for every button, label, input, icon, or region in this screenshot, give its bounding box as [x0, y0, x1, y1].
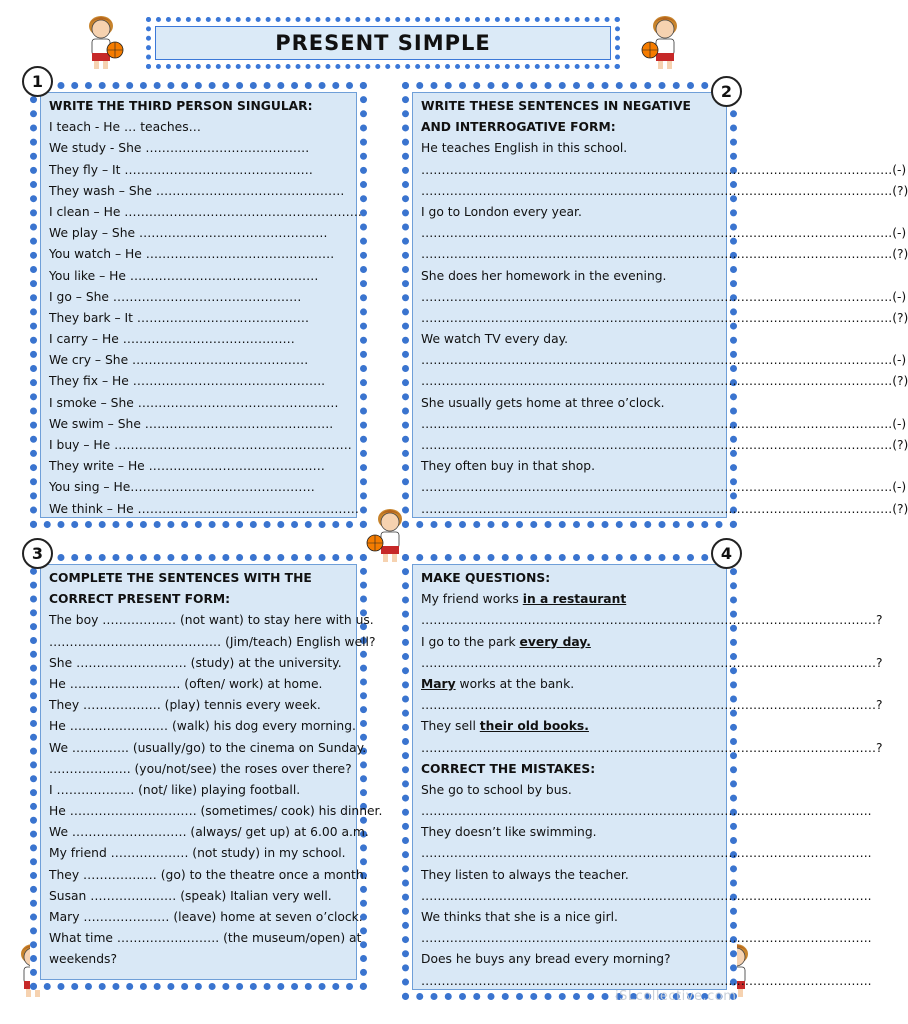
exercise-line: They fix – He ………………………………………..: [49, 374, 326, 389]
section-1-box: [30, 82, 367, 528]
exercise-line: We study - She ………………………………….: [49, 141, 310, 156]
page-title: PRESENT SIMPLE: [155, 26, 611, 60]
exercise-line: You watch – He ……………………………………….: [49, 247, 335, 262]
exercise-line: The boy ……………… (not want) to stay here with us.: [49, 613, 374, 628]
exercise-line: …………………………………………………………………………………………………….(?): [421, 438, 908, 452]
exercise-line: He …………………… (walk) his dog every morning.: [49, 719, 356, 734]
exercise-line: I carry – He ……………………………………: [49, 332, 295, 347]
sentence-text: I go to the park: [421, 634, 520, 649]
exercise-line: I teach - He … teaches…: [49, 120, 201, 135]
exercise-line: …………………………………………………………………………………………………….(-): [421, 353, 907, 368]
title-frame: [146, 17, 620, 69]
section-2-heading-line: WRITE THESE SENTENCES IN NEGATIVE: [421, 99, 691, 113]
exercise-line: …………………………………………………………………………………………………….(-): [421, 226, 907, 241]
exercise-line: They listen to always the teacher.: [421, 867, 629, 882]
section-1-heading: WRITE THE THIRD PERSON SINGULAR:: [49, 99, 313, 113]
sentence-text: works at the bank.: [455, 676, 575, 691]
exercise-line: My friend ………………. (not study) in my school.: [49, 846, 346, 861]
underlined-phrase: their old books.: [479, 719, 589, 734]
question-sentence: [421, 716, 719, 737]
exercise-line: We swim – She ……………………………………….: [49, 416, 334, 431]
exercise-line: They write – He …………………………………….: [49, 459, 325, 474]
section-4-heading-mistakes: CORRECT THE MISTAKES:: [421, 761, 596, 776]
exercise-line: She ……………………… (study) at the university.: [49, 655, 342, 670]
section-3-heading-line: CORRECT PRESENT FORM:: [49, 592, 231, 607]
exercise-line: ……………….. (you/not/see) the roses over there?: [49, 761, 352, 776]
exercise-line: ………………………………………………………………………………………………..: [421, 973, 872, 988]
section-1-panel: [40, 92, 362, 518]
exercise-line: ………………………………………………………………………………………………..: [421, 804, 872, 819]
exercise-line: We ………….. (usually/go) to the cinema on Sunday.: [49, 740, 367, 755]
exercise-line: I ………………. (not/ like) playing football.: [49, 782, 301, 797]
exercise-line: …………………………………………………………………………………………………….(?): [421, 501, 908, 516]
section-3-box: [30, 554, 383, 990]
exercise-line: You sing – He………………………………………: [49, 480, 315, 495]
underlined-phrase: in a restaurant: [522, 592, 627, 607]
exercise-line: We cry – She …………………………………….: [49, 353, 309, 368]
section-3-panel: [40, 564, 383, 980]
exercise-line: …………………………………………………………………………………………………….(?): [421, 374, 908, 389]
exercise-line: You like – He ……………………………………….: [49, 268, 319, 283]
exercise-line: …………………………………… (Jim/teach) English well?: [49, 634, 376, 649]
answer-line: …………………………………………………………………………………………………?: [421, 613, 883, 628]
exercise-line: ………………………………………………………………………………………………..: [421, 888, 872, 903]
exercise-line: I go to London every year.: [421, 204, 582, 219]
section-4-box: [402, 554, 883, 1000]
exercise-line: I go – She ……………………………………….: [49, 289, 302, 304]
exercise-line: …………………………………………………………………………………………………….(-): [421, 416, 907, 431]
answer-line: …………………………………………………………………………………………………?: [421, 740, 883, 755]
answer-line: …………………………………………………………………………………………………?: [421, 698, 883, 713]
exercise-line: weekends?: [49, 952, 117, 967]
exercise-line: They fly – It ……………………………………….: [49, 162, 313, 177]
exercise-line: Does he buys any bread every morning?: [421, 952, 671, 967]
sentence-text: They sell: [421, 719, 480, 734]
section-4-questions: [421, 589, 883, 759]
section-4-heading-questions: MAKE QUESTIONS:: [421, 571, 551, 585]
question-sentence: [421, 589, 719, 610]
section-1-lines: [49, 117, 362, 520]
exercise-line: Susan ………………… (speak) Italian very well.: [49, 888, 332, 903]
answer-line: …………………………………………………………………………………………………?: [421, 655, 883, 670]
exercise-line: They often buy in that shop.: [421, 459, 596, 474]
exercise-line: We ………………………. (always/ get up) at 6.00 a.m.: [49, 825, 369, 840]
underlined-phrase: every day.: [519, 634, 591, 649]
section-number-badge: 4: [711, 538, 742, 569]
section-2-heading-line: AND INTERROGATIVE FORM:: [421, 120, 616, 135]
section-number-badge: 1: [22, 66, 53, 97]
boy-with-basketball-icon: [77, 12, 129, 72]
section-number-badge: 3: [22, 538, 53, 569]
exercise-line: They bark – It ……………………………………: [49, 310, 310, 325]
boy-with-basketball-icon: [637, 12, 689, 72]
exercise-line: …………………………………………………………………………………………………….(?): [421, 183, 908, 198]
watermark: iSLcollective.com: [615, 989, 737, 1004]
exercise-line: They doesn’t like swimming.: [421, 825, 597, 840]
exercise-line: …………………………………………………………………………………………………….(-): [421, 289, 907, 304]
exercise-line: We play – She ……………………………………….: [49, 226, 328, 241]
section-2-box: [402, 82, 908, 528]
exercise-line: What time ……………………. (the museum/open) at: [49, 931, 362, 946]
exercise-line: Mary ………………… (leave) home at seven o’clock.: [49, 910, 363, 924]
exercise-line: She does her homework in the evening.: [421, 268, 667, 283]
section-2-lines: [421, 138, 908, 519]
sentence-text: My friend works: [421, 592, 523, 607]
exercise-line: ………………………………………………………………………………………………..: [421, 931, 872, 946]
section-4-panel: [412, 564, 883, 990]
exercise-line: He …………………………. (sometimes/ cook) his dinner.: [49, 804, 383, 819]
exercise-line: We watch TV every day.: [421, 332, 569, 347]
exercise-line: ………………………………………………………………………………………………..: [421, 846, 872, 861]
exercise-line: …………………………………………………………………………………………………….(?): [421, 247, 908, 262]
underlined-phrase: Mary: [421, 676, 456, 691]
section-2-panel: [412, 92, 908, 518]
exercise-line: I smoke – She ………………………………………….: [49, 395, 339, 410]
exercise-line: …………………………………………………………………………………………………….(?): [421, 310, 908, 325]
exercise-line: We think – He ………………………………………………: [49, 501, 359, 516]
exercise-line: She usually gets home at three o’clock.: [421, 395, 665, 410]
section-4-mistakes: [421, 780, 872, 992]
exercise-line: …………………………………………………………………………………………………….(-): [421, 480, 907, 495]
exercise-line: She go to school by bus.: [421, 782, 572, 797]
section-number-badge: 2: [711, 76, 742, 107]
exercise-line: …………………………………………………………………………………………………….(-): [421, 162, 907, 177]
exercise-line: They wash – She ……………………………………….: [49, 183, 345, 198]
exercise-line: I buy – He ………………………………………………….: [49, 438, 352, 452]
exercise-line: They ……………… (go) to the theatre once a month.: [49, 867, 368, 882]
question-sentence: [421, 674, 719, 695]
exercise-line: They ………………. (play) tennis every week.: [49, 698, 321, 713]
section-3-lines: [49, 610, 383, 970]
question-sentence: [421, 632, 719, 653]
exercise-line: I clean – He ………………………………………………….: [49, 204, 362, 219]
exercise-line: He teaches English in this school.: [421, 141, 628, 156]
exercise-line: We thinks that she is a nice girl.: [421, 910, 618, 924]
section-3-heading-line: COMPLETE THE SENTENCES WITH THE: [49, 571, 312, 585]
exercise-line: He ……………………… (often/ work) at home.: [49, 676, 323, 691]
